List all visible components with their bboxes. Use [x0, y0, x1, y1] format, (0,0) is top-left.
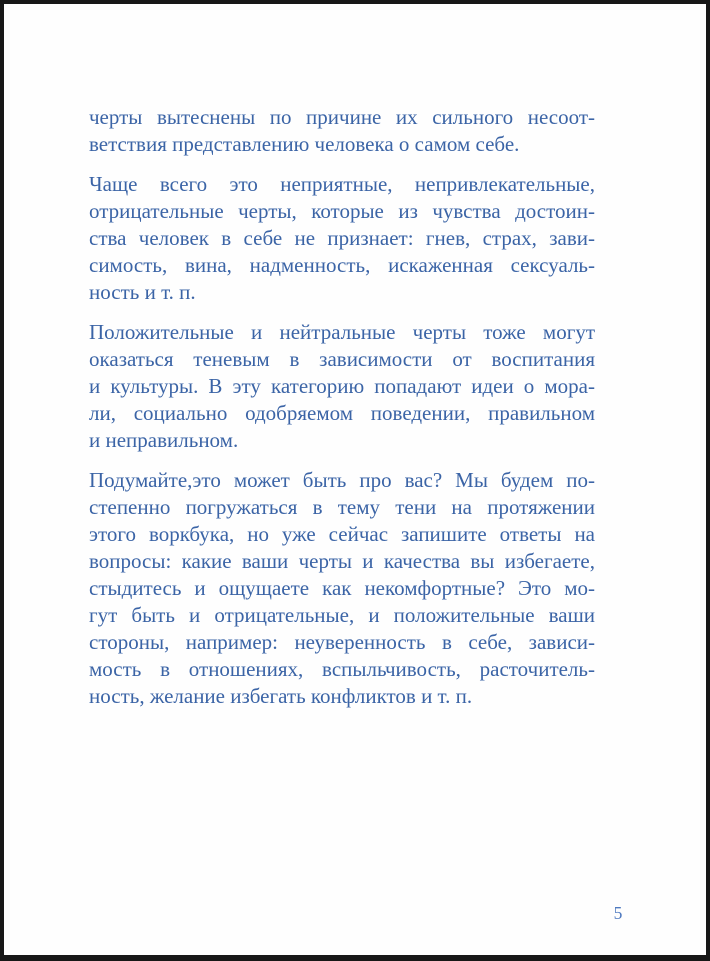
text-line: ность и т. п. — [89, 280, 196, 304]
paragraph — [89, 319, 595, 454]
text-line: ветствия представлению человека о самом себе. — [89, 132, 520, 156]
paragraph — [89, 171, 595, 306]
text-line: ность, желание избегать конфликтов и т. п. — [89, 684, 473, 708]
text-line: черты вытеснены по причине их сильного несоот- — [89, 105, 595, 129]
text-line: Положительные и нейтральные черты тоже могут — [89, 320, 595, 344]
page-number: 5 — [613, 903, 623, 923]
paragraph — [89, 104, 595, 158]
text-line: Чаще всего это неприятные, непривлекательные, — [89, 172, 595, 196]
text-line: мость в отношениях, вспыльчивость, расточитель- — [89, 657, 595, 681]
text-line: и неправильном. — [89, 428, 239, 452]
text-line: симость, вина, надменность, искаженная сексуаль- — [89, 253, 595, 277]
text-line: отрицательные черты, которые из чувства достоин- — [89, 199, 595, 223]
text-line: вопросы: какие ваши черты и качества вы избегаете, — [89, 549, 595, 573]
text-line: и культуры. В эту категорию попадают идеи о мора- — [89, 374, 595, 398]
text-line: гут быть и отрицательные, и положительные ваши — [89, 603, 595, 627]
paragraph — [89, 467, 595, 710]
text-line: стыдитесь и ощущаете как некомфортные? Это мо- — [89, 576, 595, 600]
text-line: Подумайте,это может быть про вас? Мы будем по- — [89, 468, 595, 492]
body-text-block — [89, 104, 595, 723]
text-line: ли, социально одобряемом поведении, правильном — [89, 401, 595, 425]
text-line: стороны, например: неуверенность в себе, зависи- — [89, 630, 595, 654]
text-line: ства человек в себе не признает: гнев, страх, зави- — [89, 226, 595, 250]
text-line: степенно погружаться в тему тени на протяжении — [89, 495, 595, 519]
text-line: этого воркбука, но уже сейчас запишите ответы на — [89, 522, 595, 546]
text-line: оказаться теневым в зависимости от воспитания — [89, 347, 595, 371]
